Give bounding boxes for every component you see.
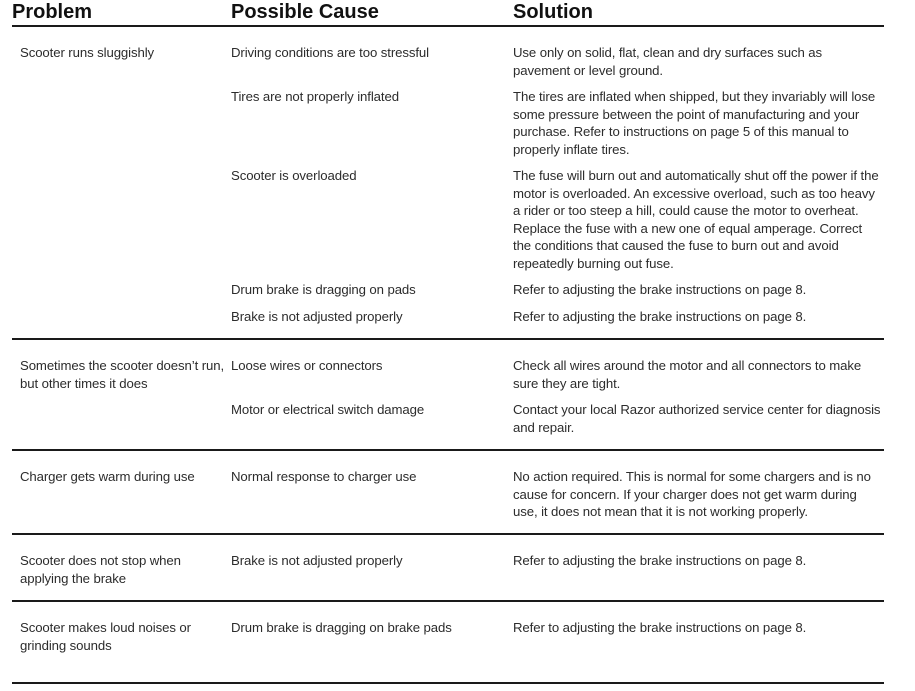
table-header [12, 0, 884, 27]
problem-group-loud-noises [12, 602, 884, 684]
solution-text: Refer to adjusting the brake instructions on page 8. [513, 282, 807, 297]
cause-text: Tires are not properly inflated [231, 89, 399, 104]
solution-text: The tires are inflated when shipped, but they invariably will lose some pressure between the point of manufacturing and your purchase. Refer to instructions on page 5 of this manual to properly inflate tires. [513, 89, 876, 157]
solution-text: The fuse will burn out and automatically shut off the power if the motor is overloaded. An excessive overload, such as too heavy a rider or too steep a hill, could cause the motor to overheat. Replace the fuse with a new one of equal amperage. Correct the conditions that caused the fuse to burn out and avoid repeatedly burning out fuse. [513, 168, 879, 271]
cause-text: Driving conditions are too stressful [231, 45, 429, 60]
header-solution: Solution [513, 1, 593, 23]
solution-text: Check all wires around the motor and all connectors to make sure they are tight. [513, 358, 862, 391]
header-problem: Problem [12, 1, 93, 23]
problem-group-charger-warm [12, 451, 884, 535]
cause-text: Scooter is overloaded [231, 168, 357, 183]
cause-text: Drum brake is dragging on pads [231, 282, 416, 297]
problem-group-runs-sluggishly [12, 27, 884, 340]
cause-text: Motor or electrical switch damage [231, 402, 425, 417]
solution-text: No action required. This is normal for some chargers and is no cause for concern. If your charger does not get warm during use, it does not mean that it is not working properly. [513, 469, 871, 519]
troubleshooting-table [12, 0, 884, 684]
solution-text: Contact your local Razor authorized service center for diagnosis and repair. [513, 402, 881, 435]
problem-text: Scooter does not stop when applying the brake [20, 553, 181, 586]
problem-text: Scooter runs sluggishly [20, 45, 155, 60]
solution-text: Refer to adjusting the brake instructions on page 8. [513, 553, 807, 568]
problem-text: Scooter makes loud noises or grinding sounds [20, 620, 191, 653]
cause-text: Brake is not adjusted properly [231, 553, 403, 568]
cause-text: Brake is not adjusted properly [231, 309, 403, 324]
problem-group-intermittent-run [12, 340, 884, 451]
solution-text: Refer to adjusting the brake instructions on page 8. [513, 620, 807, 635]
problem-group-does-not-stop [12, 535, 884, 602]
cause-text: Loose wires or connectors [231, 358, 383, 373]
solution-text: Refer to adjusting the brake instructions on page 8. [513, 309, 807, 324]
problem-text: Sometimes the scooter doesn’t run, but other times it does [20, 358, 225, 391]
solution-text: Use only on solid, flat, clean and dry surfaces such as pavement or level ground. [513, 45, 822, 78]
header-possible-cause: Possible Cause [231, 1, 379, 23]
cause-text: Drum brake is dragging on brake pads [231, 620, 452, 635]
cause-text: Normal response to charger use [231, 469, 417, 484]
problem-text: Charger gets warm during use [20, 469, 195, 484]
